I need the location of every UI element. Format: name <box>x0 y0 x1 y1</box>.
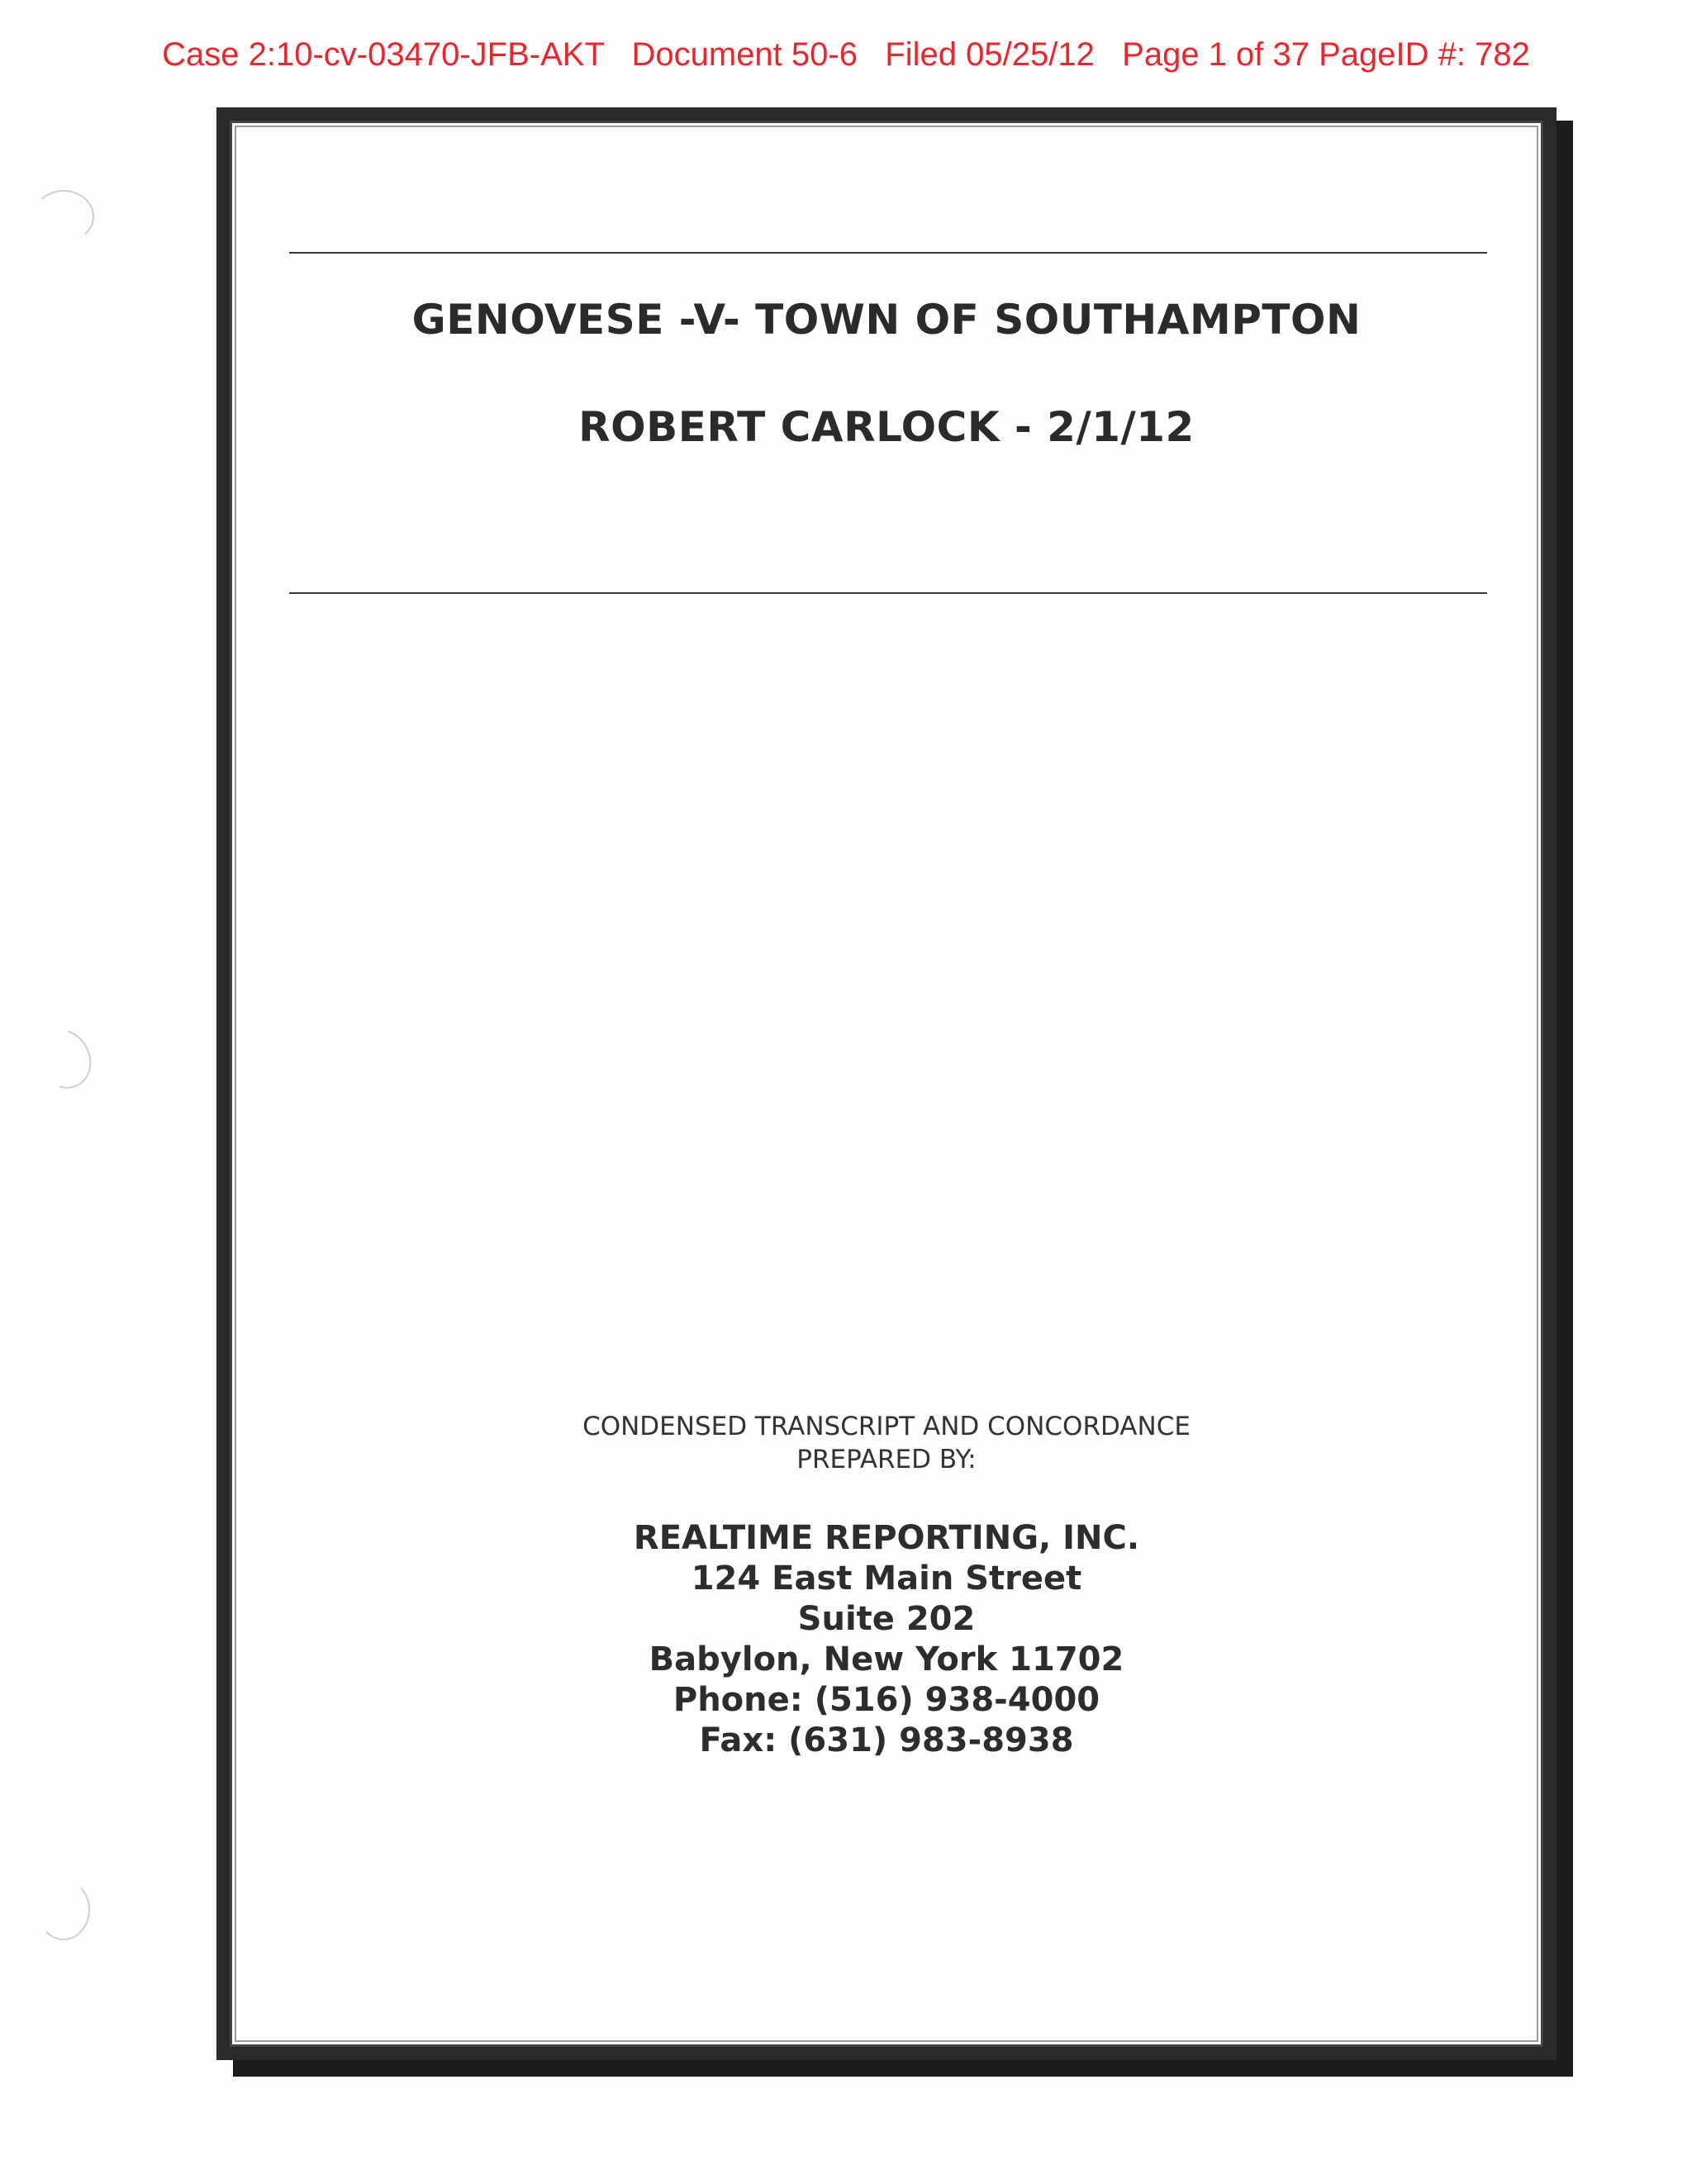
binder-hole-mark <box>33 190 94 243</box>
address-street: 124 East Main Street <box>691 1560 1082 1598</box>
phone-number: Phone: (516) 938-4000 <box>673 1681 1100 1719</box>
prepared-label-line-2: PREPARED BY: <box>796 1445 977 1474</box>
company-name: REALTIME REPORTING, INC. <box>633 1519 1140 1557</box>
case-filing-header: Case 2:10-cv-03470-JFB-AKT Document 50-6 Filed 05/25/12 Page 1 of 37 PageID #: 782 <box>162 36 1530 73</box>
case-title: GENOVESE -V- TOWN OF SOUTHAMPTON <box>411 296 1362 344</box>
deponent-title: ROBERT CARLOCK - 2/1/12 <box>578 403 1195 451</box>
address-suite: Suite 202 <box>797 1600 976 1638</box>
binder-hole-mark <box>37 1879 90 1940</box>
binder-hole-mark <box>26 1019 102 1099</box>
fax-number: Fax: (631) 983-8938 <box>699 1721 1074 1759</box>
bottom-rule <box>289 592 1487 594</box>
address-city: Babylon, New York 11702 <box>649 1640 1124 1678</box>
prepared-label-line-1: CONDENSED TRANSCRIPT AND CONCORDANCE <box>582 1412 1191 1441</box>
top-rule <box>289 252 1487 254</box>
